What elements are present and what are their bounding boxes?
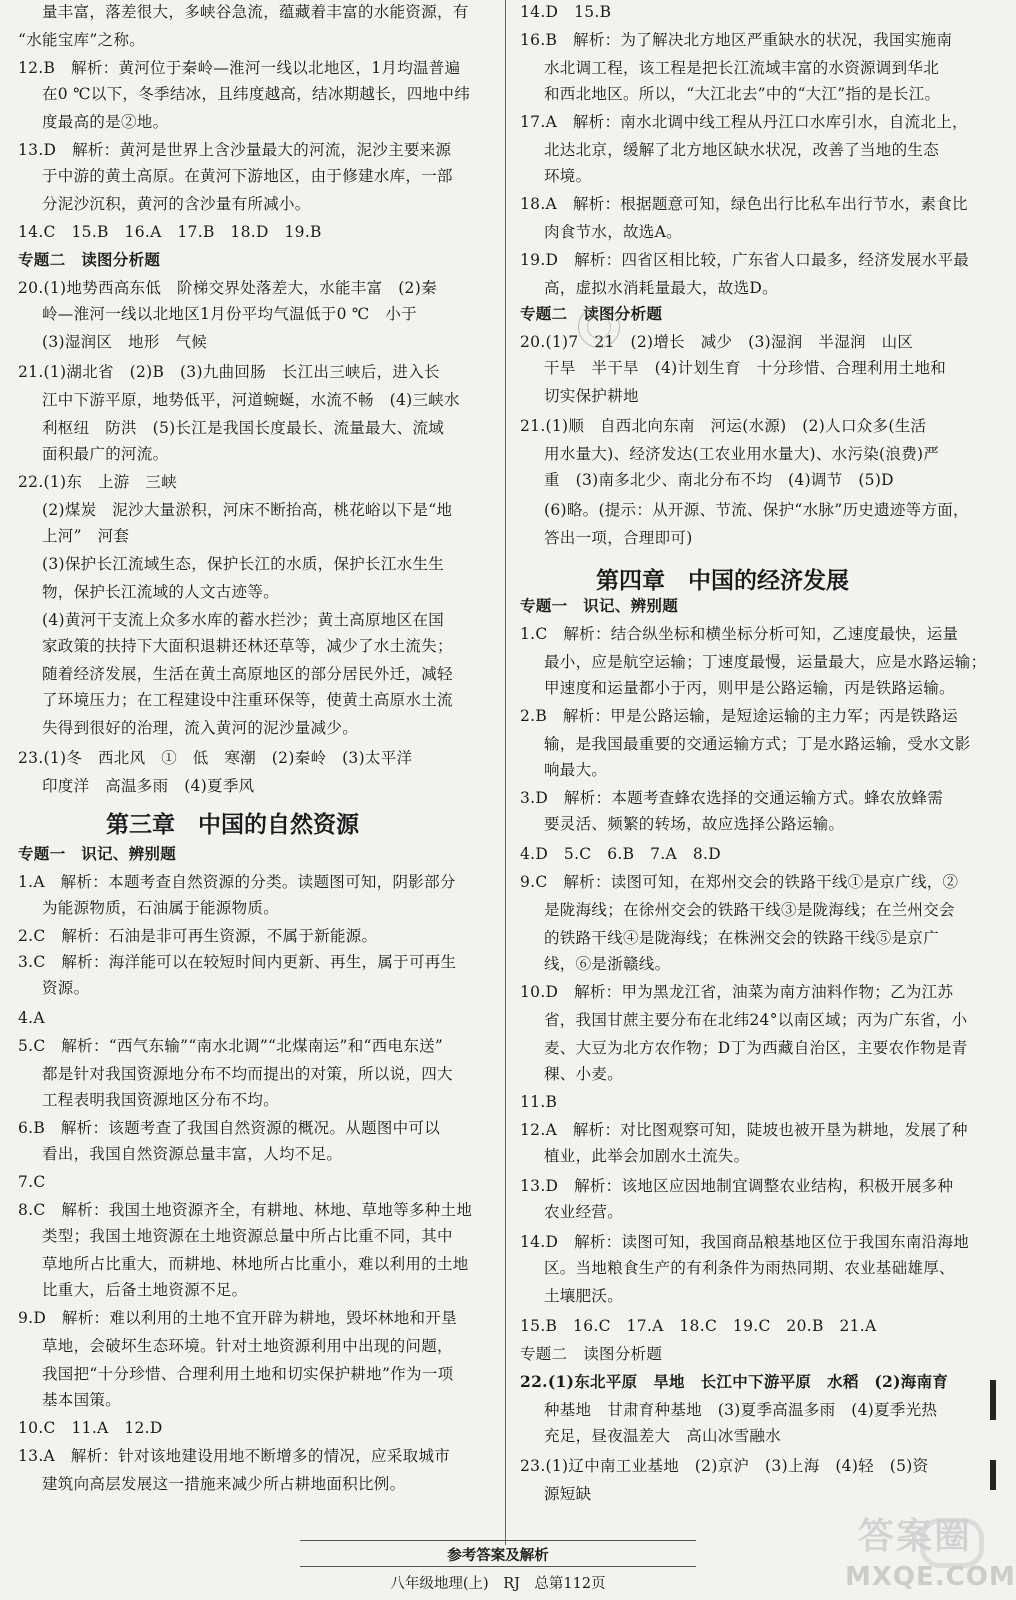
section-heading: 专题二 读图分析题 <box>520 304 663 323</box>
answer-line: 在0 ℃以下，冬季结冰，且纬度越高，结冰期越长，四地中纬 <box>42 85 471 103</box>
answer-line: 3.C 解析：海洋能可以在较短时间内更新、再生，属于可再生 <box>18 953 457 971</box>
answer-line: 岭—淮河一线以北地区1月份平均气温低于0 ℃ 小于 <box>42 305 417 323</box>
edge-mark <box>990 1460 996 1490</box>
answer-line: 草地，会破坏生态环境。针对土地资源利用中出现的问题， <box>42 1337 453 1355</box>
answer-line: 1.A 解析：本题考查自然资源的分类。读题图可知，阴影部分 <box>18 873 456 891</box>
answer-line: 10.C 11.A 12.D <box>18 1419 163 1437</box>
answer-line: 线，⑥是浙赣线。 <box>544 955 671 973</box>
answer-line: 和西北地区。所以，“大江北去”中的“大江”指的是长江。 <box>544 85 941 103</box>
stamp-mark <box>578 306 620 348</box>
answer-line: 都是针对我国资源地分布不均而提出的对策，所以说，四大 <box>42 1065 453 1083</box>
answer-line: 随着经济发展，生活在黄土高原地区的部分居民外迁，减轻 <box>42 665 453 683</box>
answer-line: 农业经营。 <box>544 1203 624 1221</box>
answer-line: 失得到很好的治理，流入黄河的泥沙量减少。 <box>42 719 359 737</box>
answer-line: 面积最广的河流。 <box>42 445 169 463</box>
answer-line: 于中游的黄土高原。在黄河下游地区，由于修建水库，一部 <box>42 167 453 185</box>
answer-line: 22.(1)东 上游 三峡 <box>18 473 178 491</box>
answer-line: 了环境压力；在工程建设中注重环保等，使黄土高原水土流 <box>42 691 453 709</box>
answer-line: 充足，昼夜温差大 高山冰雪融水 <box>544 1427 782 1445</box>
watermark-url: MXQE.COM <box>845 1562 1016 1592</box>
answer-line: 响最大。 <box>544 761 608 779</box>
section-heading: 专题二 读图分析题 <box>18 250 161 269</box>
answer-line: 度最高的是②地。 <box>42 113 169 131</box>
answer-line: 9.C 解析：读图可知，在郑州交会的铁路干线①是京广线，② <box>520 873 959 891</box>
answer-line: 17.A 解析：南水北调中线工程从丹江口水库引水，自流北上， <box>520 113 968 131</box>
answer-line: 工程表明我国资源地区分布不均。 <box>42 1091 280 1109</box>
answer-line: 麦、大豆为北方农作物；D丁为西藏自治区，主要农作物是青 <box>544 1039 968 1057</box>
answer-line: 比重大，后备土地资源不足。 <box>42 1281 248 1299</box>
answer-line: 10.D 解析：甲为黑龙江省，油菜为南方油料作物；乙为江苏 <box>520 983 954 1001</box>
answer-line: 种基地 甘肃育种基地 (3)夏季高温多雨 (4)夏季光热 <box>544 1401 938 1419</box>
answer-line: 19.D 解析：四省区相比较，广东省人口最多，经济发展水平最 <box>520 251 970 269</box>
answer-line: 11.B <box>520 1093 558 1111</box>
answer-line: 21.(1)湖北省 (2)B (3)九曲回肠 长江出三峡后，进入长 <box>18 363 440 381</box>
answer-line: 看出，我国自然资源总量丰富，人均不足。 <box>42 1145 343 1163</box>
section-heading: 专题一 识记、辨别题 <box>520 596 679 615</box>
answer-line: 12.B 解析：黄河位于秦岭—淮河一线以北地区，1月均温普遍 <box>18 59 461 77</box>
answer-line: 答出一项，合理即可) <box>544 529 693 547</box>
answer-line: (2)煤炭 泥沙大量淤积，河床不断抬高，桃花峪以下是“地 <box>42 501 453 519</box>
answer-line: 北达北京，缓解了北方地区缺水状况，改善了当地的生态 <box>544 141 940 159</box>
edge-mark <box>990 1380 996 1420</box>
answer-line: 18.A 解析：根据题意可知，绿色出行比私车出行节水，素食比 <box>520 195 968 213</box>
answer-line: 23.(1)辽中南工业基地 (2)京沪 (3)上海 (4)轻 (5)资 <box>520 1457 929 1475</box>
answer-line: 23.(1)冬 西北风 ① 低 寒潮 (2)秦岭 (3)太平洋 <box>18 749 413 767</box>
answer-line: 稞、小麦。 <box>544 1065 624 1083</box>
answer-line: 重 (3)南多北少、南北分布不均 (4)调节 (5)D <box>544 471 894 489</box>
answer-line: 4.D 5.C 6.B 7.A 8.D <box>520 845 721 863</box>
answer-line: 3.D 解析：本题考查蜂农选择的交通运输方式。蜂农放蜂需 <box>520 789 944 807</box>
answer-line: 家政策的扶持下大面积退耕还林还草等，减少了水土流失； <box>42 637 453 655</box>
answer-line: 类型；我国土地资源在土地资源总量中所占比重不同，其中 <box>42 1227 453 1245</box>
answer-line: 上河” 河套 <box>42 527 130 545</box>
answer-line: 最小，应是航空运输；丁速度最慢，运量最大，应是水路运输； <box>544 653 987 671</box>
answer-line: 6.B 解析：该题考查了我国自然资源的概况。从题图中可以 <box>18 1119 441 1137</box>
answer-line: 干旱 半干旱 (4)计划生育 十分珍惜、合理利用土地和 <box>544 359 947 377</box>
answer-line: 肉食节水，故选A。 <box>544 223 682 241</box>
answer-line: 是陇海线；在徐州交会的铁路干线③是陇海线；在兰州交会 <box>544 901 955 919</box>
answer-line: 15.B 16.C 17.A 18.C 19.C 20.B 21.A <box>520 1317 877 1335</box>
answer-line: 的铁路干线④是陇海线；在株洲交会的铁路干线⑤是京广 <box>544 929 940 947</box>
answer-line: 草地所占比重大，而耕地、林地所占比重小，难以利用的土地 <box>42 1255 469 1273</box>
answer-line: 植业，此举会加剧水土流失。 <box>544 1147 750 1165</box>
answer-line: (6)略。(提示：从开源、节流、保护“水脉”历史遗迹等方面， <box>544 501 969 519</box>
answer-line: 基本国策。 <box>42 1391 122 1409</box>
answer-line: 9.D 解析：难以利用的土地不宜开辟为耕地，毁坏林地和开垦 <box>18 1309 457 1327</box>
answer-line: (3)保护长江流域生态，保护长江的水质，保护长江水生生 <box>42 555 445 573</box>
answer-line: 分泥沙沉积，黄河的含沙量有所减小。 <box>42 195 311 213</box>
answer-line: 8.C 解析：我国土地资源齐全，有耕地、林地、草地等多种土地 <box>18 1201 473 1219</box>
chapter-4-title: 第四章 中国的经济发展 <box>596 568 849 594</box>
answer-line: 建筑向高层发展这一措施来减少所占耕地面积比例。 <box>42 1475 406 1493</box>
answer-line: “水能宝库”之称。 <box>18 31 146 49</box>
answer-line: (4)黄河干支流上众多水库的蓄水拦沙；黄土高原地区在国 <box>42 611 445 629</box>
watermark-text: 答案圈 <box>858 1516 973 1557</box>
answer-line: (3)湿润区 地形 气候 <box>42 333 208 351</box>
chapter-3-title: 第三章 中国的自然资源 <box>106 812 359 838</box>
answer-line: 2.B 解析：甲是公路运输，是短途运输的主力军；丙是铁路运 <box>520 707 958 725</box>
answer-line: 资源。 <box>42 979 90 997</box>
answer-line: 物，保护长江流域的人文古迹等。 <box>42 583 280 601</box>
answer-line: 12.A 解析：对比图观察可知，陡坡也被开垦为耕地，发展了种 <box>520 1121 968 1139</box>
answer-line: 14.C 15.B 16.A 17.B 18.D 19.B <box>18 223 322 241</box>
answer-line: 要灵活、频繁的转场，故应选择公路运输。 <box>544 815 845 833</box>
section-heading: 22.(1)东北平原 旱地 长江中下游平原 水稻 (2)海南育 <box>520 1372 949 1391</box>
answer-line: 14.D 解析：读图可知，我国商品粮基地区位于我国东南沿海地 <box>520 1233 970 1251</box>
answer-line: 21.(1)顺 自西北向东南 河运(水源) (2)人口众多(生活 <box>520 417 927 435</box>
column-divider <box>505 0 506 1545</box>
answer-line: 源短缺 <box>544 1485 592 1503</box>
section-heading: 专题一 识记、辨别题 <box>18 844 177 863</box>
answer-line: 江中下游平原，地势低平，河道蜿蜒，水流不畅 (4)三峡水 <box>42 391 460 409</box>
answer-line: 13.D 解析：该地区应因地制宜调整农业结构，积极开展多种 <box>520 1177 954 1195</box>
answer-line: 水北调工程，该工程是把长江流域丰富的水资源调到华北 <box>544 59 940 77</box>
footer-rule-bottom <box>300 1566 696 1567</box>
answer-line: 省，我国甘蔗主要分布在北纬24°以南区域；丙为广东省，小 <box>544 1011 968 1029</box>
answer-line: 13.A 解析：针对该地建设用地不断增多的情况，应采取城市 <box>18 1447 451 1465</box>
answer-line: 16.B 解析：为了解决北方地区严重缺水的状况，我国实施南 <box>520 31 953 49</box>
answer-line: 输，是我国最重要的交通运输方式；丁是水路运输，受水文影 <box>544 735 971 753</box>
answer-line: 专题二 读图分析题 <box>520 1345 663 1363</box>
answer-line: 区。当地粮食生产的有利条件为雨热同期、农业基础雄厚、 <box>544 1259 955 1277</box>
answer-line: 7.C <box>18 1173 46 1191</box>
footer-title: 参考答案及解析 <box>447 1547 549 1564</box>
answer-line: 我国把“十分珍惜、合理利用土地和切实保护耕地”作为一项 <box>42 1365 454 1383</box>
footer-page-info: 八年级地理(上) RJ 总第112页 <box>390 1576 606 1592</box>
answer-line: 2.C 解析：石油是非可再生资源，不属于新能源。 <box>18 927 378 945</box>
answer-line: 4.A <box>18 1009 45 1027</box>
answer-line: 13.D 解析：黄河是世界上含沙量最大的河流，泥沙主要来源 <box>18 141 452 159</box>
answer-line: 20.(1)地势西高东低 阶梯交界处落差大，水能丰富 (2)秦 <box>18 279 437 297</box>
answer-line: 土壤肥沃。 <box>544 1287 624 1305</box>
answer-line: 高，虚拟水消耗量最大，故选D。 <box>544 279 778 297</box>
answer-line: 用水量大)、经济发达(工农业用水量大)、水污染(浪费)严 <box>544 445 940 463</box>
answer-line: 甲速度和运量都小于丙，则甲是公路运输，丙是铁路运输。 <box>544 679 955 697</box>
answer-line: 切实保护耕地 <box>544 387 639 405</box>
answer-line: 量丰富，落差很大，多峡谷急流，蕴藏着丰富的水能资源，有 <box>42 3 469 21</box>
footer-rule-top <box>300 1540 696 1541</box>
answer-line: 5.C 解析：“西气东输”“南水北调”“北煤南运”和“西电东送” <box>18 1037 444 1055</box>
answer-line: 利枢纽 防洪 (5)长江是我国长度最长、流量最大、流域 <box>42 419 445 437</box>
answer-line: 为能源物质，石油属于能源物质。 <box>42 899 280 917</box>
answer-line: 环境。 <box>544 167 592 185</box>
answer-line: 20.(1)7 21 (2)增长 减少 (3)湿润 半湿润 山区 <box>520 333 914 351</box>
answer-line: 1.C 解析：结合纵坐标和横坐标分析可知，乙速度最快，运量 <box>520 625 959 643</box>
answer-line: 14.D 15.B <box>520 3 612 21</box>
answer-line: 印度洋 高温多雨 (4)夏季风 <box>42 777 255 795</box>
